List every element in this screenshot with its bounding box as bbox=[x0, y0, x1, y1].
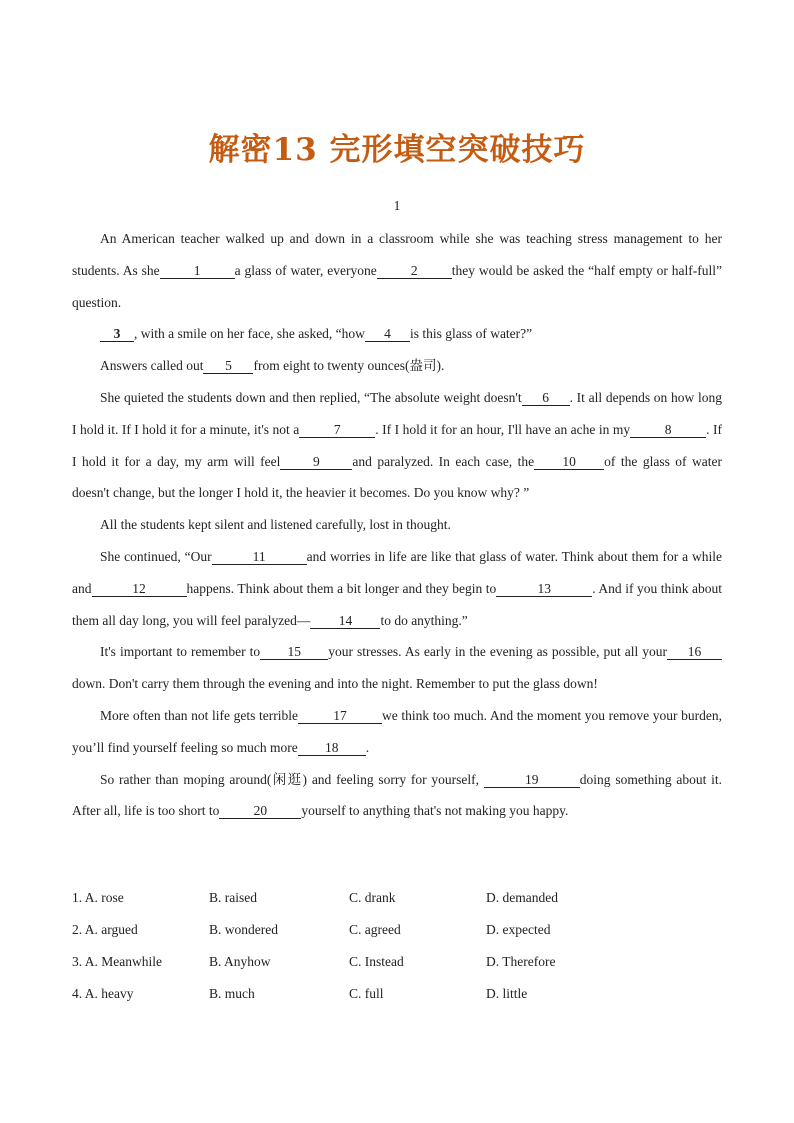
option-choice: C. full bbox=[349, 986, 384, 1001]
blank-11: 11 bbox=[212, 549, 307, 565]
blank-5: 5 bbox=[203, 358, 253, 374]
answer-options bbox=[72, 890, 722, 1018]
text-run: and worries in life are like that glass of water. Think about them for a while and bbox=[72, 548, 722, 596]
option-choice: B. raised bbox=[209, 890, 257, 905]
text-run: She quieted the students down and then replied, “The absolute weight doesn't bbox=[100, 389, 522, 405]
paragraph bbox=[72, 382, 722, 509]
paragraph bbox=[72, 350, 722, 382]
option-row bbox=[72, 954, 722, 986]
option-row bbox=[72, 986, 722, 1018]
blank-16: 16 bbox=[667, 644, 722, 660]
blank-9: 9 bbox=[280, 454, 352, 470]
text-run: . If I hold it for a day, my arm will feel bbox=[72, 421, 722, 469]
text-run: and paralyzed. In each case, the bbox=[352, 453, 535, 469]
option-choice: 1. A. rose bbox=[72, 890, 124, 905]
text-run: we think too much. And the moment you remove your burden, you’ll find yourself feeling so much more bbox=[72, 707, 722, 755]
text-run: So rather than moping around(闲逛) and feeling sorry for yourself, bbox=[100, 771, 484, 787]
text-run: More often than not life gets terrible bbox=[100, 707, 298, 723]
text-run: . If I hold it for an hour, I'll have an ache in my bbox=[375, 421, 631, 437]
text-run: happens. Think about them a bit longer and they begin to bbox=[186, 580, 497, 596]
blank-19: 19 bbox=[484, 772, 580, 788]
paragraph bbox=[72, 764, 722, 828]
text-run: She continued, “Our bbox=[100, 548, 212, 564]
paragraph bbox=[72, 636, 722, 700]
blank-8: 8 bbox=[630, 422, 706, 438]
text-run: . bbox=[365, 739, 370, 755]
option-choice: C. Instead bbox=[349, 954, 404, 969]
option-choice: C. agreed bbox=[349, 922, 401, 937]
text-run: a glass of water, everyone bbox=[234, 262, 377, 278]
option-choice: C. drank bbox=[349, 890, 396, 905]
blank-2: 2 bbox=[377, 263, 452, 279]
text-run: your stresses. As early in the evening as possible, put all your bbox=[328, 644, 667, 660]
blank-15: 15 bbox=[260, 644, 328, 660]
blank-20: 20 bbox=[219, 803, 301, 819]
paragraph bbox=[72, 318, 722, 350]
paragraph bbox=[72, 509, 722, 541]
text-run: yourself to anything that's not making you happy. bbox=[301, 803, 569, 819]
option-choice: D. Therefore bbox=[486, 954, 556, 969]
blank-17: 17 bbox=[298, 708, 382, 724]
text-run: . It all depends on how long I hold it. If I hold it for a minute, it's not a bbox=[72, 389, 722, 437]
text-run: . And if you think about them all day long, you will feel paralyzed— bbox=[72, 580, 723, 628]
text-run: of the glass of water doesn't change, but the longer I hold it, the heavier it becomes. Do you know why? ” bbox=[72, 453, 722, 501]
option-row bbox=[72, 922, 722, 954]
blank-13: 13 bbox=[496, 581, 592, 597]
page-title: 解密13 完形填空突破技巧 bbox=[208, 132, 586, 168]
paragraph bbox=[72, 223, 722, 318]
text-run: from eight to twenty ounces(盎司). bbox=[253, 358, 445, 374]
text-run: they would be asked the “half empty or half-full” question. bbox=[72, 262, 722, 310]
blank-4: 4 bbox=[365, 326, 410, 342]
option-choice: B. Anyhow bbox=[209, 954, 271, 969]
text-run: doing something about it. After all, life is too short to bbox=[72, 771, 723, 819]
option-row bbox=[72, 890, 722, 922]
blank-12: 12 bbox=[92, 581, 187, 597]
text-run: An American teacher walked up and down in a classroom while she was teaching stress management to her students. As she bbox=[72, 231, 722, 278]
passage-body bbox=[72, 223, 722, 827]
text-run: It's important to remember to bbox=[100, 644, 261, 660]
option-choice: D. demanded bbox=[486, 890, 558, 905]
option-choice: 2. A. argued bbox=[72, 922, 138, 937]
option-choice: D. expected bbox=[486, 922, 551, 937]
option-choice: D. little bbox=[486, 986, 528, 1001]
blank-7: 7 bbox=[299, 422, 375, 438]
option-choice: 4. A. heavy bbox=[72, 986, 134, 1001]
text-run: , with a smile on her face, she asked, “how bbox=[134, 326, 365, 342]
paragraph bbox=[72, 541, 722, 636]
option-choice: B. wondered bbox=[209, 922, 278, 937]
text-run: to do anything.” bbox=[380, 612, 468, 628]
blank-3: 3 bbox=[100, 326, 134, 342]
text-run: All the students kept silent and listened carefully, lost in thought. bbox=[100, 517, 451, 533]
text-run: is this glass of water?” bbox=[409, 326, 533, 342]
paragraph bbox=[72, 700, 722, 764]
blank-14: 14 bbox=[310, 613, 380, 629]
option-choice: B. much bbox=[209, 986, 255, 1001]
blank-18: 18 bbox=[298, 740, 366, 756]
option-choice: 3. A. Meanwhile bbox=[72, 954, 162, 969]
passage-number: 1 bbox=[393, 198, 401, 213]
text-run: down. Don't carry them through the evening and into the night. Remember to put the glass down! bbox=[72, 676, 598, 692]
blank-1: 1 bbox=[160, 263, 235, 279]
blank-6: 6 bbox=[522, 390, 570, 406]
blank-10: 10 bbox=[534, 454, 604, 470]
text-run: Answers called out bbox=[100, 358, 204, 374]
